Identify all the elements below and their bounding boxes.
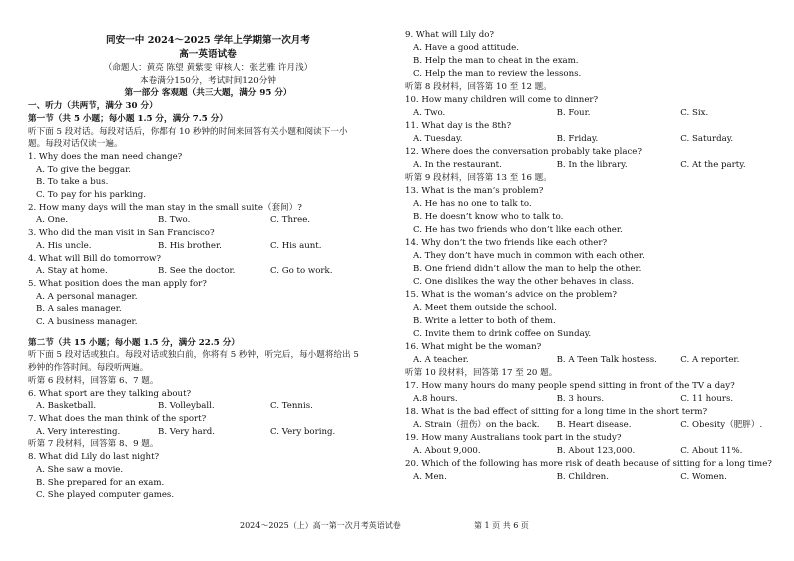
option-row bbox=[405, 419, 770, 432]
answer-option: C. Tennis. bbox=[270, 401, 313, 412]
answer-option: B. A sales manager. bbox=[36, 304, 122, 315]
answer-option: A. They don’t have much in common with each other. bbox=[413, 251, 645, 261]
listening-heading: 一、听力（共两节，满分 30 分） bbox=[28, 101, 158, 112]
answer-option: B. Two. bbox=[158, 215, 191, 226]
answer-option: A. In the restaurant. bbox=[413, 160, 502, 170]
answer-option: B. Children. bbox=[556, 472, 609, 482]
question-text: 18. What is the bad effect of sitting for a long time in the short term? bbox=[405, 407, 708, 417]
option-row bbox=[28, 426, 388, 439]
question-text: 8. What did Lily do last night? bbox=[28, 452, 160, 463]
section1-instructions-cont: 题。每段对话仅读一遍。 bbox=[28, 139, 123, 150]
section1-instructions: 听下面 5 段对话。每段对话后，你都有 10 秒钟的时间来回答有关小题和阅读下一小 bbox=[28, 126, 348, 137]
answer-option: A. Very interesting. bbox=[36, 426, 121, 437]
answer-option: B. She prepared for an exam. bbox=[36, 477, 165, 488]
answer-option: C. Help the man to review the lessons. bbox=[413, 69, 582, 79]
left-column bbox=[28, 34, 388, 502]
answer-option: B. A Teen Talk hostess. bbox=[556, 355, 657, 365]
question-text: 11. What day is the 8th? bbox=[405, 121, 512, 131]
answer-option: C. Saturday. bbox=[680, 134, 734, 144]
option-row bbox=[28, 240, 388, 253]
answer-option: C. One dislikes the way the other behaves in class. bbox=[413, 277, 635, 287]
question-text: 1. Why does the man need change? bbox=[28, 151, 183, 162]
answer-option: A. Meet them outside the school. bbox=[413, 303, 557, 313]
answer-option: B. Friday. bbox=[556, 134, 599, 144]
answer-option: A. Strain（扭伤）on the back. bbox=[413, 420, 540, 430]
answer-option: B. Help the man to cheat in the exam. bbox=[413, 56, 579, 66]
option-row bbox=[405, 393, 770, 406]
option-row bbox=[405, 107, 770, 120]
answer-option: A. A teacher. bbox=[413, 355, 469, 365]
question-text: 5. What position does the man apply for? bbox=[28, 278, 207, 289]
answer-option: C. Invite them to drink coffee on Sunday. bbox=[413, 329, 592, 339]
answer-option: B. See the doctor. bbox=[158, 266, 236, 277]
answer-option: C. A business manager. bbox=[36, 317, 138, 328]
question-text: 3. Who did the man visit in San Francisco? bbox=[28, 228, 215, 239]
answer-option: B. About 123,000. bbox=[556, 446, 636, 456]
question-text: 13. What is the man’s problem? bbox=[405, 186, 544, 196]
answer-option: C. To pay for his parking. bbox=[36, 190, 146, 201]
answer-option: C. Women. bbox=[680, 472, 727, 482]
exam-setters: （命题人：黄亮 陈望 黄紫雯 审核人：张艺雅 许月浅） bbox=[103, 63, 313, 73]
question-text: 19. How many Australians took part in the study? bbox=[405, 433, 622, 443]
answer-option: A. A personal manager. bbox=[36, 291, 138, 302]
answer-option: B. Very hard. bbox=[158, 426, 215, 437]
section2-instructions-cont: 秒钟的作答时间。每段听两遍。 bbox=[28, 363, 149, 374]
question-text: 15. What is the woman’s advice on the problem? bbox=[405, 290, 617, 300]
exam-subtitle: 高一英语试卷 bbox=[179, 49, 237, 60]
question-text: 6. What sport are they talking about? bbox=[28, 388, 192, 399]
question-text: 12. Where does the conversation probably take place? bbox=[405, 147, 642, 157]
answer-option: B. In the library. bbox=[556, 160, 628, 170]
answer-option: A. To give the beggar. bbox=[36, 164, 131, 175]
answer-option: B. Four. bbox=[556, 108, 591, 118]
exam-info: 本卷满分150分，考试时间120分钟 bbox=[140, 75, 276, 86]
question-text: 7. What does the man think of the sport? bbox=[28, 413, 207, 424]
question-text: 4. What will Bill do tomorrow? bbox=[28, 253, 161, 264]
answer-option: C. His aunt. bbox=[270, 240, 322, 251]
option-row bbox=[28, 265, 388, 278]
footer-exam-name: 2024～2025（上）高一第一次月考英语试卷 bbox=[240, 521, 401, 530]
section1-heading: 第一节（共 5 小题；每小题 1.5 分，满分 7.5 分） bbox=[28, 113, 228, 124]
answer-option: A. Have a good attitude. bbox=[413, 43, 519, 53]
answer-option: C. Three. bbox=[270, 215, 311, 226]
answer-option: B. Volleyball. bbox=[158, 401, 215, 412]
option-row bbox=[28, 214, 388, 227]
option-row bbox=[28, 400, 388, 413]
question-text: 9. What will Lily do? bbox=[405, 30, 495, 40]
answer-option: B. He doesn’t know who to talk to. bbox=[413, 212, 564, 222]
question-text: 14. Why don’t the two friends like each other? bbox=[405, 238, 608, 248]
answer-option: A. Men. bbox=[413, 472, 447, 482]
option-row bbox=[405, 445, 770, 458]
material-note: 听第 10 段材料，回答第 17 至 20 题。 bbox=[405, 368, 558, 378]
question-list-2 bbox=[28, 375, 388, 502]
section2-heading: 第二节（共 15 小题；每小题 1.5 分，满分 22.5 分） bbox=[28, 337, 240, 348]
answer-option: C. 11 hours. bbox=[680, 394, 734, 404]
answer-option: C. Very boring. bbox=[270, 426, 336, 437]
answer-option: B. Heart disease. bbox=[556, 420, 632, 430]
material-note: 听第 7 段材料，回答第 8、9 题。 bbox=[28, 439, 159, 450]
option-row bbox=[405, 133, 770, 146]
material-note: 听第 8 段材料，回答第 10 至 12 题。 bbox=[405, 82, 552, 92]
answer-option: B. 3 hours. bbox=[556, 394, 605, 404]
question-text: 20. Which of the following has more risk of death because of sitting for a long time? bbox=[405, 459, 772, 469]
section2-instructions: 听下面 5 段对话或独白。每段对话或独白前，你将有 5 秒钟，听完后，每小题将给出 5 bbox=[28, 350, 359, 361]
question-text: 2. How many days will the man stay in the small suite（套间）? bbox=[28, 202, 302, 213]
answer-option: C. About 11%. bbox=[680, 446, 743, 456]
answer-option: B. His brother. bbox=[158, 240, 222, 251]
answer-option: C. At the party. bbox=[680, 160, 746, 170]
answer-option: A. Basketball. bbox=[36, 401, 97, 412]
part-heading: 第一部分 客观题（共三大题，满分 95 分） bbox=[124, 88, 292, 99]
answer-option: A. Stay at home. bbox=[36, 266, 108, 277]
footer-page-number: 第 1 页 共 6 页 bbox=[474, 521, 529, 530]
answer-option: A. One. bbox=[36, 215, 69, 226]
right-column bbox=[405, 29, 770, 484]
answer-option: C. Six. bbox=[680, 108, 709, 118]
option-row bbox=[405, 471, 770, 484]
question-text: 10. How many children will come to dinner? bbox=[405, 95, 599, 105]
answer-option: A. About 9,000. bbox=[413, 446, 481, 456]
answer-option: A. Tuesday. bbox=[413, 134, 463, 144]
option-row bbox=[405, 354, 770, 367]
question-text: 17. How many hours do many people spend sitting in front of the TV a day? bbox=[405, 381, 735, 391]
answer-option: C. She played computer games. bbox=[36, 490, 175, 501]
answer-option: A. Two. bbox=[413, 108, 446, 118]
answer-option: B. Write a letter to both of them. bbox=[413, 316, 556, 326]
exam-title: 同安一中 2024～2025 学年上学期第一次月考 bbox=[106, 35, 310, 46]
material-note: 听第 9 段材料，回答第 13 至 16 题。 bbox=[405, 173, 552, 183]
answer-option: C. A reporter. bbox=[680, 355, 740, 365]
answer-option: C. He has two friends who don’t like each other. bbox=[413, 225, 623, 235]
answer-option: A. His uncle. bbox=[36, 240, 92, 251]
answer-option: C. Go to work. bbox=[270, 266, 333, 277]
question-list-3 bbox=[405, 29, 770, 484]
material-note: 听第 6 段材料，回答第 6、7 题。 bbox=[28, 375, 159, 386]
question-list-1 bbox=[28, 151, 388, 329]
option-row bbox=[405, 159, 770, 172]
answer-option: A.8 hours. bbox=[413, 394, 458, 404]
answer-option: A. He has no one to talk to. bbox=[413, 199, 532, 209]
question-text: 16. What might be the woman? bbox=[405, 342, 542, 352]
answer-option: B. One friend didn’t allow the man to help the other. bbox=[413, 264, 642, 274]
answer-option: B. To take a bus. bbox=[36, 177, 109, 188]
answer-option: A. She saw a movie. bbox=[36, 464, 124, 475]
answer-option: C. Obesity（肥胖）. bbox=[680, 420, 763, 430]
